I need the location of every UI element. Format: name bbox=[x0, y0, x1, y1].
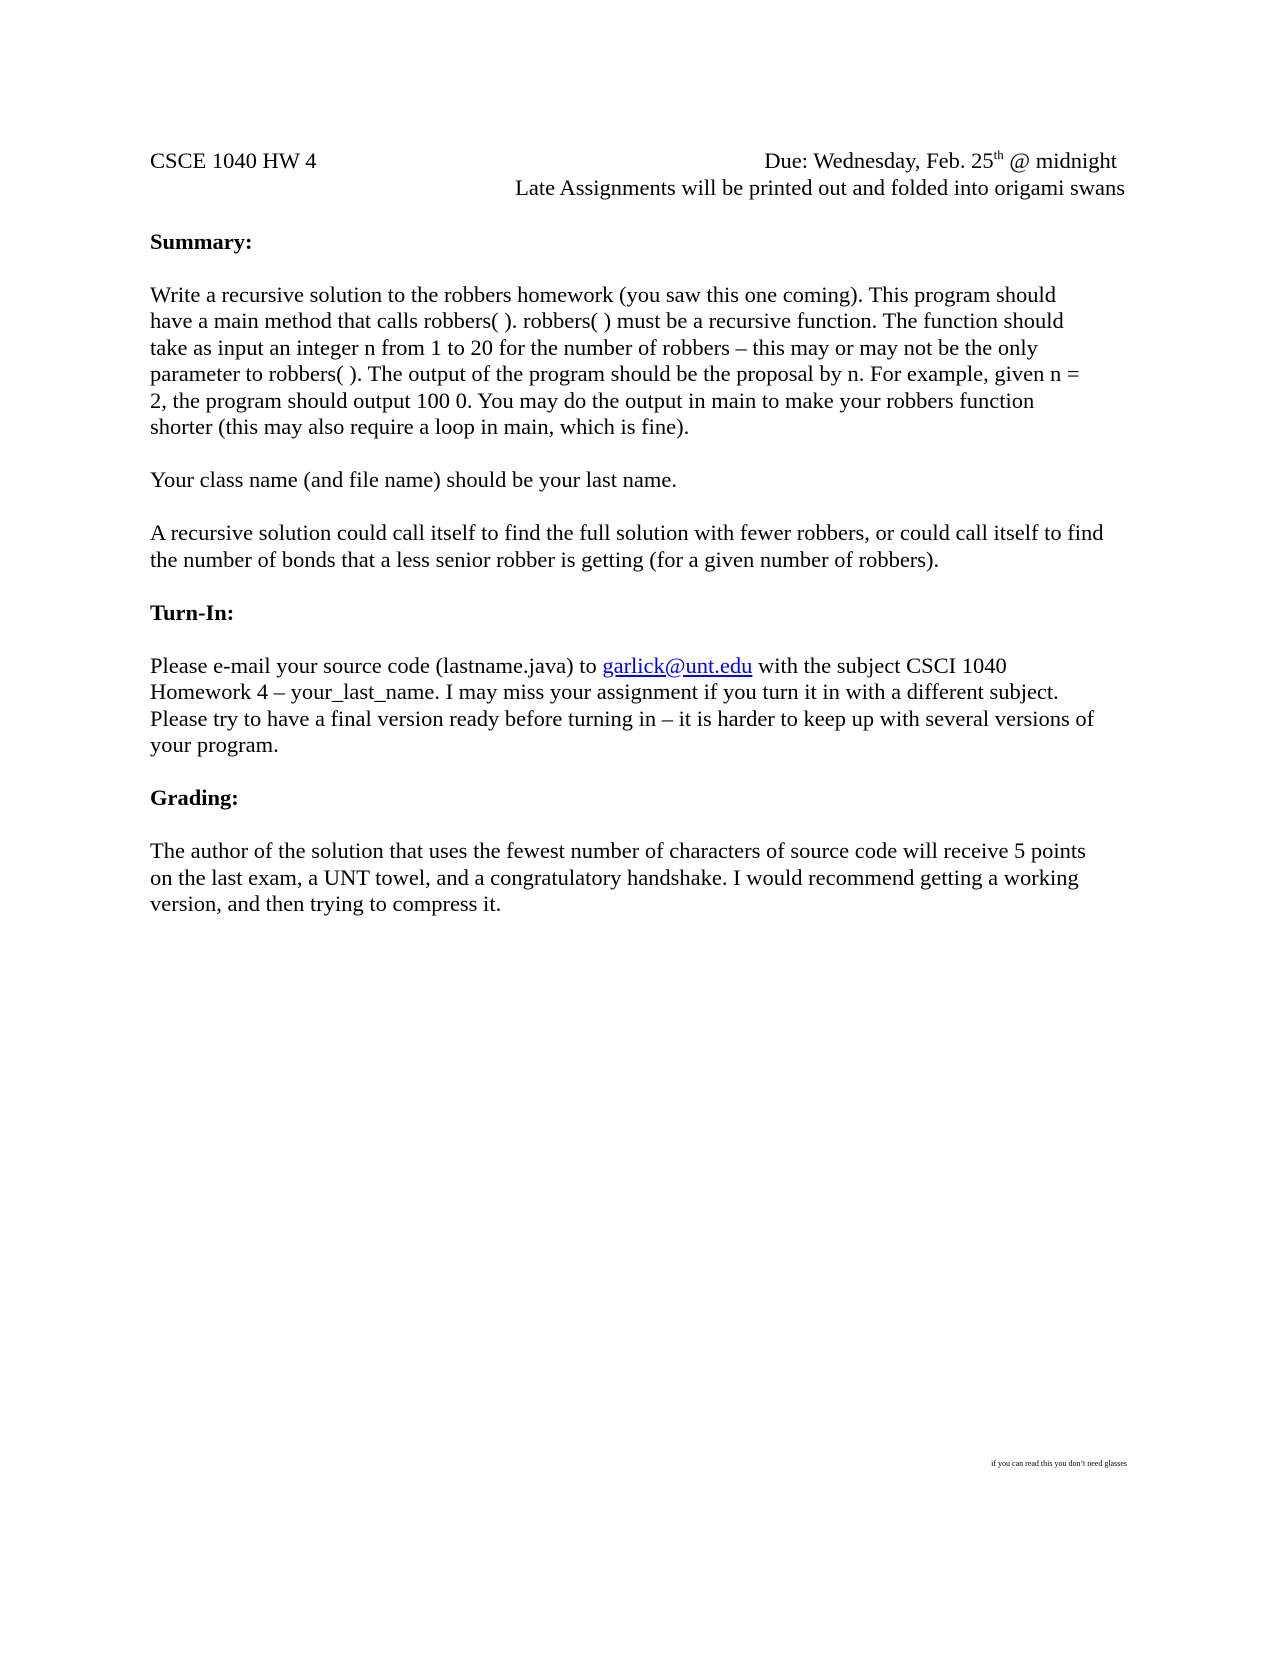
grading-line: on the last exam, a UNT towel, and a congratulatory handshake. I would recommend getting a working bbox=[150, 864, 1079, 890]
summary-line: shorter (this may also require a loop in main, which is fine). bbox=[150, 414, 690, 439]
summary-line: have a main method that calls robbers( ). robbers( ) must be a recursive function. The function should bbox=[150, 308, 1064, 333]
summary-line: 2, the program should output 100 0. You may do the output in main to make your robbers function bbox=[150, 387, 1035, 413]
grading-line: The author of the solution that uses the fewest number of characters of source code will receive 5 points bbox=[150, 838, 1086, 863]
due-date bbox=[764, 148, 1125, 178]
summary-heading: Summary: bbox=[150, 228, 253, 254]
summary-line: take as input an integer n from 1 to 20 for the number of robbers – this may or may not be the only bbox=[150, 334, 1038, 360]
summary-line: A recursive solution could call itself to find the full solution with fewer robbers, or could call itself to find bbox=[150, 520, 1104, 545]
summary-paragraph-1 bbox=[150, 282, 1125, 441]
spacer bbox=[150, 441, 1125, 468]
spacer bbox=[150, 573, 1125, 600]
due-date-suffix: @ midnight bbox=[1003, 148, 1117, 173]
spacer bbox=[150, 202, 1125, 229]
summary-paragraph-3 bbox=[150, 520, 1125, 573]
turnin-line: Please try to have a final version ready before turning in – it is harder to keep up with several versions of bbox=[150, 705, 1095, 731]
due-date-prefix: Due: Wednesday, Feb. 25 bbox=[764, 148, 994, 173]
summary-line: the number of bonds that a less senior robber is getting (for a given number of robbers). bbox=[150, 546, 940, 572]
turnin-line: with the subject CSCI 1040 bbox=[752, 652, 1007, 678]
document-page bbox=[150, 148, 1125, 918]
turnin-heading: Turn-In: bbox=[150, 599, 235, 625]
grading-paragraph bbox=[150, 838, 1125, 918]
turnin-line: your program. bbox=[150, 732, 279, 757]
course-title: CSCE 1040 HW 4 bbox=[150, 148, 317, 173]
summary-paragraph-2: Your class name (and file name) should be your last name. bbox=[150, 467, 677, 492]
grading-line: version, and then trying to compress it. bbox=[150, 891, 502, 916]
header-row bbox=[150, 148, 1125, 175]
turnin-paragraph bbox=[150, 653, 1125, 759]
spacer bbox=[150, 626, 1125, 653]
summary-line: parameter to robbers( ). The output of the program should be the proposal by n. For example, given n = bbox=[150, 361, 1080, 386]
turnin-line: Please e-mail your source code (lastname.java) to bbox=[150, 652, 603, 678]
summary-line: Write a recursive solution to the robbers homework (you saw this one coming). This program should bbox=[150, 281, 1056, 307]
spacer bbox=[150, 812, 1125, 839]
due-date-ordinal: th bbox=[993, 147, 1004, 162]
spacer bbox=[150, 494, 1125, 521]
email-link[interactable]: garlick@unt.edu bbox=[602, 652, 753, 678]
late-notice: Late Assignments will be printed out and folded into origami swans bbox=[515, 175, 1125, 200]
grading-heading: Grading: bbox=[150, 785, 239, 810]
spacer bbox=[150, 759, 1125, 786]
turnin-line: Homework 4 – your_last_name. I may miss your assignment if you turn it in with a different subject. bbox=[150, 679, 1059, 704]
spacer bbox=[150, 255, 1125, 282]
tiny-footnote: if you can read this you don’t need glasses bbox=[991, 1459, 1127, 1468]
